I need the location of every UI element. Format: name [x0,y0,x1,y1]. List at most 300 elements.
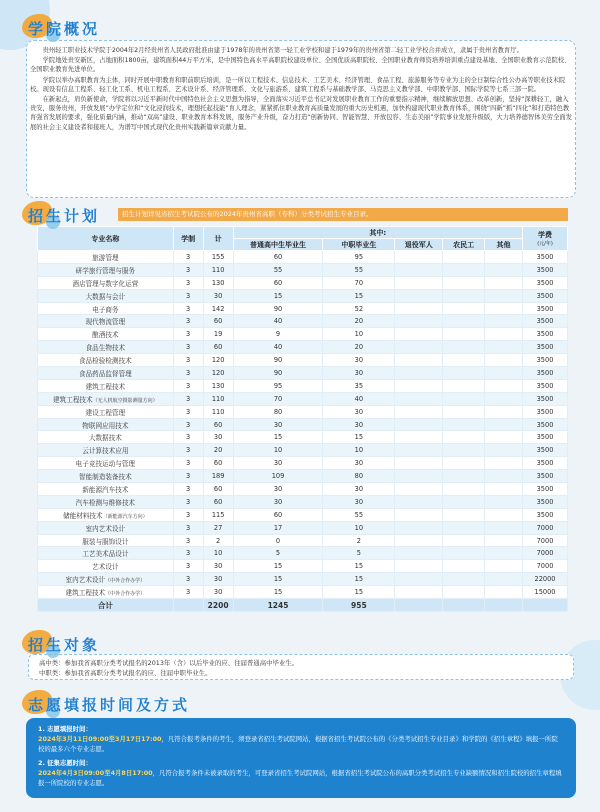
migrant-cell [443,251,485,264]
major-name: 食品生物技术 [85,344,126,353]
fee-cell: 3500 [523,444,568,457]
veteran-cell [395,328,443,341]
years-cell: 3 [173,392,203,405]
general-cell: 55 [233,263,323,276]
other-cell [485,534,523,547]
total-cell: 130 [203,379,233,392]
veteran-cell [395,379,443,392]
time-item-text: ，凡符合报考条件未被录取的考生，可登录省招生考试院网站，根据省招生考试院公布的高职分类考试招生专业缺额情况和招生院校的招生章程填报一所院校的专业志愿。 [38,769,562,787]
vocational-cell: 30 [323,367,395,380]
target-line: 高中类：参加我省高职分类考试报名的2013年（含）以后毕业的应、往届普通高中毕业生。 [39,659,299,667]
major-name: 研学旅行管理与服务 [75,266,136,275]
migrant-cell [443,302,485,315]
major-cell [38,251,174,264]
total-cell: 115 [203,508,233,521]
other-cell [485,508,523,521]
migrant-cell [443,379,485,392]
col-header-vocational: 中职毕业生 [323,239,395,251]
time-item [38,758,564,788]
migrant-cell [443,328,485,341]
veteran-cell [395,483,443,496]
veteran-cell [395,315,443,328]
table-row [38,341,568,354]
table-row [38,521,568,534]
table-row [38,354,568,367]
table-row [38,586,568,599]
time-item-text: ，凡符合报考条件的考生，须登录省招生考试院网站，根据省招生考试院公布的《分类考试招生专业目录》和学院的《招生章程》填报一所院校的最多六个专业志愿。 [38,735,558,753]
veteran-cell [395,276,443,289]
col-header-fee [523,227,568,251]
veteran-cell [395,431,443,444]
migrant-cell [443,573,485,586]
section-header-intro [28,18,100,39]
veteran-cell [395,560,443,573]
major-cell [38,521,174,534]
table-row [38,495,568,508]
total-cell: 60 [203,418,233,431]
table-row [38,328,568,341]
table-row [38,251,568,264]
table-row [38,457,568,470]
major-name: 大数据技术 [88,434,122,443]
years-cell: 3 [173,431,203,444]
veteran-cell [395,457,443,470]
general-cell: 15 [233,289,323,302]
time-item-highlight: 2024年3月11日09:00至3月17日17:00 [38,735,162,743]
vocational-cell: 10 [323,521,395,534]
vocational-cell: 30 [323,483,395,496]
migrant-cell [443,508,485,521]
major-name: 建筑工程技术 [53,395,93,404]
total-cell: 30 [203,289,233,302]
veteran-cell [395,586,443,599]
vocational-cell: 70 [323,276,395,289]
major-sub: （中外合作办学） [105,591,146,598]
other-cell [485,392,523,405]
other-cell [485,547,523,560]
intro-paragraph: 在新起点，肩负新使命，学院将以习近平新时代中国特色社会主义思想为指导，全面落实习近平总书记对发展职业教育工作的重要指示精神，继续解放思想、改革创新，坚持“深耕轻工，融入贵安，服务贵州，开放发展”办学定位和“文化浸润技术，理想托起技能”育人理念，紧紧抓住职业教育高质量发展的重大历史机遇，加快构建现代职业教育体系，围绕“四新”抓“四化”和打造特色教育强省发展的要求，强化质量内涵，推动“双高”建设、职业教育本科发展，服务产业升级，奋力打造“创新协同、智能智慧、开放包容、生态美丽”学院事业发展升级版，大力培养德智体美劳全面发展的社会主义建设者和接班人，为谱写中国式现代化贵州实践新篇章贡献力量。 [30,96,572,131]
major-cell [38,586,174,599]
fee-cell: 7000 [523,534,568,547]
other-cell [485,302,523,315]
fee-label: 学费 [538,231,552,239]
major-sub: （中外合作办学） [105,578,146,585]
intro-paragraph: 贵州轻工职业技术学院于2004年2月经贵州省人民政府批准由建于1978年的贵州省第一轻工业学校和建于1979年的贵州省第二轻工业学校合并成立，隶属于贵州省教育厅。 [42,47,523,54]
migrant-cell [443,534,485,547]
general-cell: 90 [233,354,323,367]
major-name: 室内艺术设计 [65,576,106,585]
table-row [38,483,568,496]
major-name: 智能制造装备技术 [78,473,132,482]
years-cell: 3 [173,444,203,457]
total-other [485,599,523,612]
total-cell: 20 [203,444,233,457]
fee-cell: 3500 [523,276,568,289]
general-cell: 90 [233,367,323,380]
total-vocational: 955 [323,599,395,612]
major-cell [38,405,174,418]
migrant-cell [443,367,485,380]
vocational-cell: 30 [323,495,395,508]
total-migrant [443,599,485,612]
table-row [38,276,568,289]
table-row [38,392,568,405]
years-cell: 3 [173,418,203,431]
major-name: 旅游管理 [92,253,119,262]
veteran-cell [395,444,443,457]
total-cell: 30 [203,560,233,573]
major-name: 食品检验检测技术 [78,357,132,366]
major-cell [38,495,174,508]
time-item-label: 1. 志愿填报时间： [38,725,92,733]
general-cell: 0 [233,534,323,547]
major-cell [38,431,174,444]
veteran-cell [395,367,443,380]
years-cell: 3 [173,276,203,289]
veteran-cell [395,534,443,547]
major-name: 酿酒技术 [92,331,119,340]
vocational-cell: 15 [323,560,395,573]
major-cell [38,328,174,341]
vocational-cell: 30 [323,405,395,418]
major-cell [38,573,174,586]
fee-cell: 3500 [523,457,568,470]
vocational-cell: 15 [323,586,395,599]
fee-cell: 3500 [523,354,568,367]
total-cell: 120 [203,367,233,380]
major-name: 艺术设计 [92,563,119,572]
general-cell: 90 [233,302,323,315]
general-cell: 60 [233,251,323,264]
veteran-cell [395,354,443,367]
vocational-cell: 20 [323,341,395,354]
total-cell: 30 [203,586,233,599]
veteran-cell [395,392,443,405]
table-row [38,405,568,418]
other-cell [485,405,523,418]
major-cell [38,560,174,573]
other-cell [485,470,523,483]
fee-cell: 3500 [523,379,568,392]
other-cell [485,354,523,367]
other-cell [485,444,523,457]
table-row [38,431,568,444]
other-cell [485,586,523,599]
general-cell: 80 [233,405,323,418]
migrant-cell [443,405,485,418]
vocational-cell: 55 [323,263,395,276]
years-cell: 3 [173,495,203,508]
major-name: 室内艺术设计 [85,524,126,533]
major-cell [38,315,174,328]
time-item-label: 2. 征集志愿时间： [38,759,92,767]
table-row [38,379,568,392]
col-header-migrant: 农民工 [443,239,485,251]
table-row [38,534,568,547]
years-cell: 3 [173,457,203,470]
fee-cell: 7000 [523,547,568,560]
total-years [173,599,203,612]
total-cell: 60 [203,495,233,508]
fee-cell: 3500 [523,405,568,418]
col-header-general: 普通高中生毕业生 [233,239,323,251]
table-row [38,444,568,457]
vocational-cell: 35 [323,379,395,392]
intro-paragraph: 学院以举办高职教育为主体，同时开展中职教育和职前职后培训，是一所以工程技术、信息技术、工艺美术、经济管理、食品工程、旅游服务等专业为主的全日制综合性公办高等职业技术院校。现设有信息工程系、轻工化工系、机电工程系、艺术设计系、经济管理系、文化与旅游系、建筑工程系与基础教学部、马克思主义教学部、中职教学部、国际学院等七系三部一院。 [30,76,566,93]
total-cell: 155 [203,251,233,264]
general-cell: 95 [233,379,323,392]
other-cell [485,418,523,431]
veteran-cell [395,418,443,431]
years-cell: 3 [173,379,203,392]
major-cell [38,341,174,354]
col-header-of-which: 其中: [233,227,522,239]
major-cell [38,392,174,405]
table-row [38,315,568,328]
other-cell [485,431,523,444]
years-cell: 3 [173,263,203,276]
general-cell: 9 [233,328,323,341]
time-card [26,718,576,798]
section-header-plan [28,205,100,226]
years-cell: 3 [173,341,203,354]
fee-cell: 3500 [523,315,568,328]
major-cell [38,483,174,496]
major-cell [38,444,174,457]
major-cell [38,276,174,289]
other-cell [485,573,523,586]
plan-title: 招生计划 [28,207,101,225]
migrant-cell [443,341,485,354]
table-row [38,547,568,560]
other-cell [485,315,523,328]
migrant-cell [443,457,485,470]
vocational-cell: 30 [323,418,395,431]
fee-cell: 3500 [523,328,568,341]
general-cell: 109 [233,470,323,483]
fee-cell: 3500 [523,263,568,276]
migrant-cell [443,392,485,405]
migrant-cell [443,289,485,302]
years-cell: 3 [173,573,203,586]
table-row [38,263,568,276]
veteran-cell [395,495,443,508]
total-cell: 130 [203,276,233,289]
major-name: 汽车检测与维修技术 [75,498,136,507]
general-cell: 10 [233,444,323,457]
veteran-cell [395,263,443,276]
other-cell [485,379,523,392]
major-cell [38,457,174,470]
general-cell: 15 [233,573,323,586]
migrant-cell [443,431,485,444]
fee-unit: (元/年) [537,241,553,247]
fee-cell: 3500 [523,495,568,508]
veteran-cell [395,521,443,534]
fee-cell: 3500 [523,470,568,483]
vocational-cell: 2 [323,534,395,547]
major-name: 储能材料技术 [63,511,103,520]
other-cell [485,521,523,534]
migrant-cell [443,276,485,289]
veteran-cell [395,405,443,418]
vocational-cell: 5 [323,547,395,560]
fee-cell: 3500 [523,431,568,444]
major-name: 现代物流管理 [85,318,126,327]
general-cell: 15 [233,560,323,573]
total-cell: 110 [203,392,233,405]
general-cell: 40 [233,315,323,328]
table-row [38,560,568,573]
intro-title: 学院概况 [28,20,101,38]
fee-cell: 3500 [523,341,568,354]
targets-card [28,654,574,680]
vocational-cell: 15 [323,289,395,302]
total-cell: 142 [203,302,233,315]
vocational-cell: 10 [323,444,395,457]
total-cell: 30 [203,573,233,586]
veteran-cell [395,289,443,302]
veteran-cell [395,547,443,560]
general-cell: 30 [233,495,323,508]
years-cell: 3 [173,405,203,418]
years-cell: 3 [173,521,203,534]
migrant-cell [443,586,485,599]
vocational-cell: 55 [323,508,395,521]
migrant-cell [443,521,485,534]
time-item [38,724,564,754]
table-row [38,470,568,483]
total-total: 2200 [203,599,233,612]
years-cell: 3 [173,483,203,496]
major-cell [38,289,174,302]
intro-text [30,46,574,133]
general-cell: 70 [233,392,323,405]
veteran-cell [395,302,443,315]
major-name: 工艺美术品设计 [82,550,129,559]
fee-cell: 15000 [523,586,568,599]
major-name: 建筑工程技术 [65,589,106,598]
vocational-cell: 15 [323,431,395,444]
veteran-cell [395,573,443,586]
fee-cell: 3500 [523,302,568,315]
major-name: 物联网应用技术 [82,421,129,430]
vocational-cell: 95 [323,251,395,264]
fee-cell: 3500 [523,508,568,521]
total-cell: 2 [203,534,233,547]
col-header-veteran: 退役军人 [395,239,443,251]
years-cell: 3 [173,354,203,367]
target-line: 中职类：参加我省高职分类考试报名的应、往届中职毕业生。 [39,669,212,677]
major-name: 建设工程管理 [85,408,126,417]
migrant-cell [443,547,485,560]
time-item-highlight: 2024年4月3日09:00至4月8日17:00 [38,769,153,777]
vocational-cell: 80 [323,470,395,483]
other-cell [485,263,523,276]
other-cell [485,560,523,573]
years-cell: 3 [173,289,203,302]
general-cell: 30 [233,418,323,431]
total-cell: 110 [203,405,233,418]
veteran-cell [395,470,443,483]
intro-paragraph: 学院地处贵安新区，占地面积1800亩，建筑面积44万平方米，是中国特色高水平高职院校建设单位、全国优质高职院校、全国职业教育师资培养培训重点建设基地、全国职业教育示范院校、全国职业教育先进单位。 [30,57,571,74]
total-general: 1245 [233,599,323,612]
general-cell: 5 [233,547,323,560]
vocational-cell: 10 [323,328,395,341]
table-row [38,418,568,431]
years-cell: 3 [173,302,203,315]
years-cell: 3 [173,470,203,483]
migrant-cell [443,418,485,431]
table-row [38,289,568,302]
years-cell: 3 [173,586,203,599]
general-cell: 60 [233,508,323,521]
total-cell: 30 [203,431,233,444]
other-cell [485,367,523,380]
major-cell [38,534,174,547]
migrant-cell [443,483,485,496]
col-header-major: 专业名称 [38,227,174,251]
col-header-total: 计 [203,227,233,251]
other-cell [485,483,523,496]
fee-cell: 3500 [523,289,568,302]
migrant-cell [443,560,485,573]
major-sub: （新能源汽车方向） [102,513,148,520]
table-row [38,573,568,586]
years-cell: 3 [173,534,203,547]
vocational-cell: 52 [323,302,395,315]
major-cell [38,508,174,521]
migrant-cell [443,354,485,367]
general-cell: 15 [233,586,323,599]
major-cell [38,354,174,367]
time-title: 志愿填报时间及方式 [28,696,191,714]
veteran-cell [395,341,443,354]
fee-cell: 3500 [523,483,568,496]
fee-cell: 7000 [523,521,568,534]
other-cell [485,457,523,470]
plan-table-body [38,251,568,599]
major-cell [38,547,174,560]
major-name: 服装与服饰设计 [82,537,129,546]
section-header-targets [28,634,100,655]
general-cell: 30 [233,483,323,496]
major-name: 云计算技术应用 [82,447,129,456]
major-name: 电子竞技运动与管理 [75,460,136,469]
col-header-other: 其他 [485,239,523,251]
targets-title: 招生对象 [28,636,101,654]
total-cell: 10 [203,547,233,560]
major-cell [38,302,174,315]
total-cell: 60 [203,315,233,328]
general-cell: 30 [233,457,323,470]
other-cell [485,289,523,302]
total-label: 合计 [38,599,174,612]
major-cell [38,263,174,276]
major-cell [38,418,174,431]
veteran-cell [395,508,443,521]
fee-cell: 3500 [523,392,568,405]
major-name: 食品药品监督管理 [78,369,132,378]
vocational-cell: 20 [323,315,395,328]
total-cell: 189 [203,470,233,483]
total-cell: 120 [203,354,233,367]
major-cell [38,367,174,380]
years-cell: 3 [173,508,203,521]
years-cell: 3 [173,328,203,341]
total-fee [523,599,568,612]
major-name: 新能源汽车技术 [82,485,129,494]
